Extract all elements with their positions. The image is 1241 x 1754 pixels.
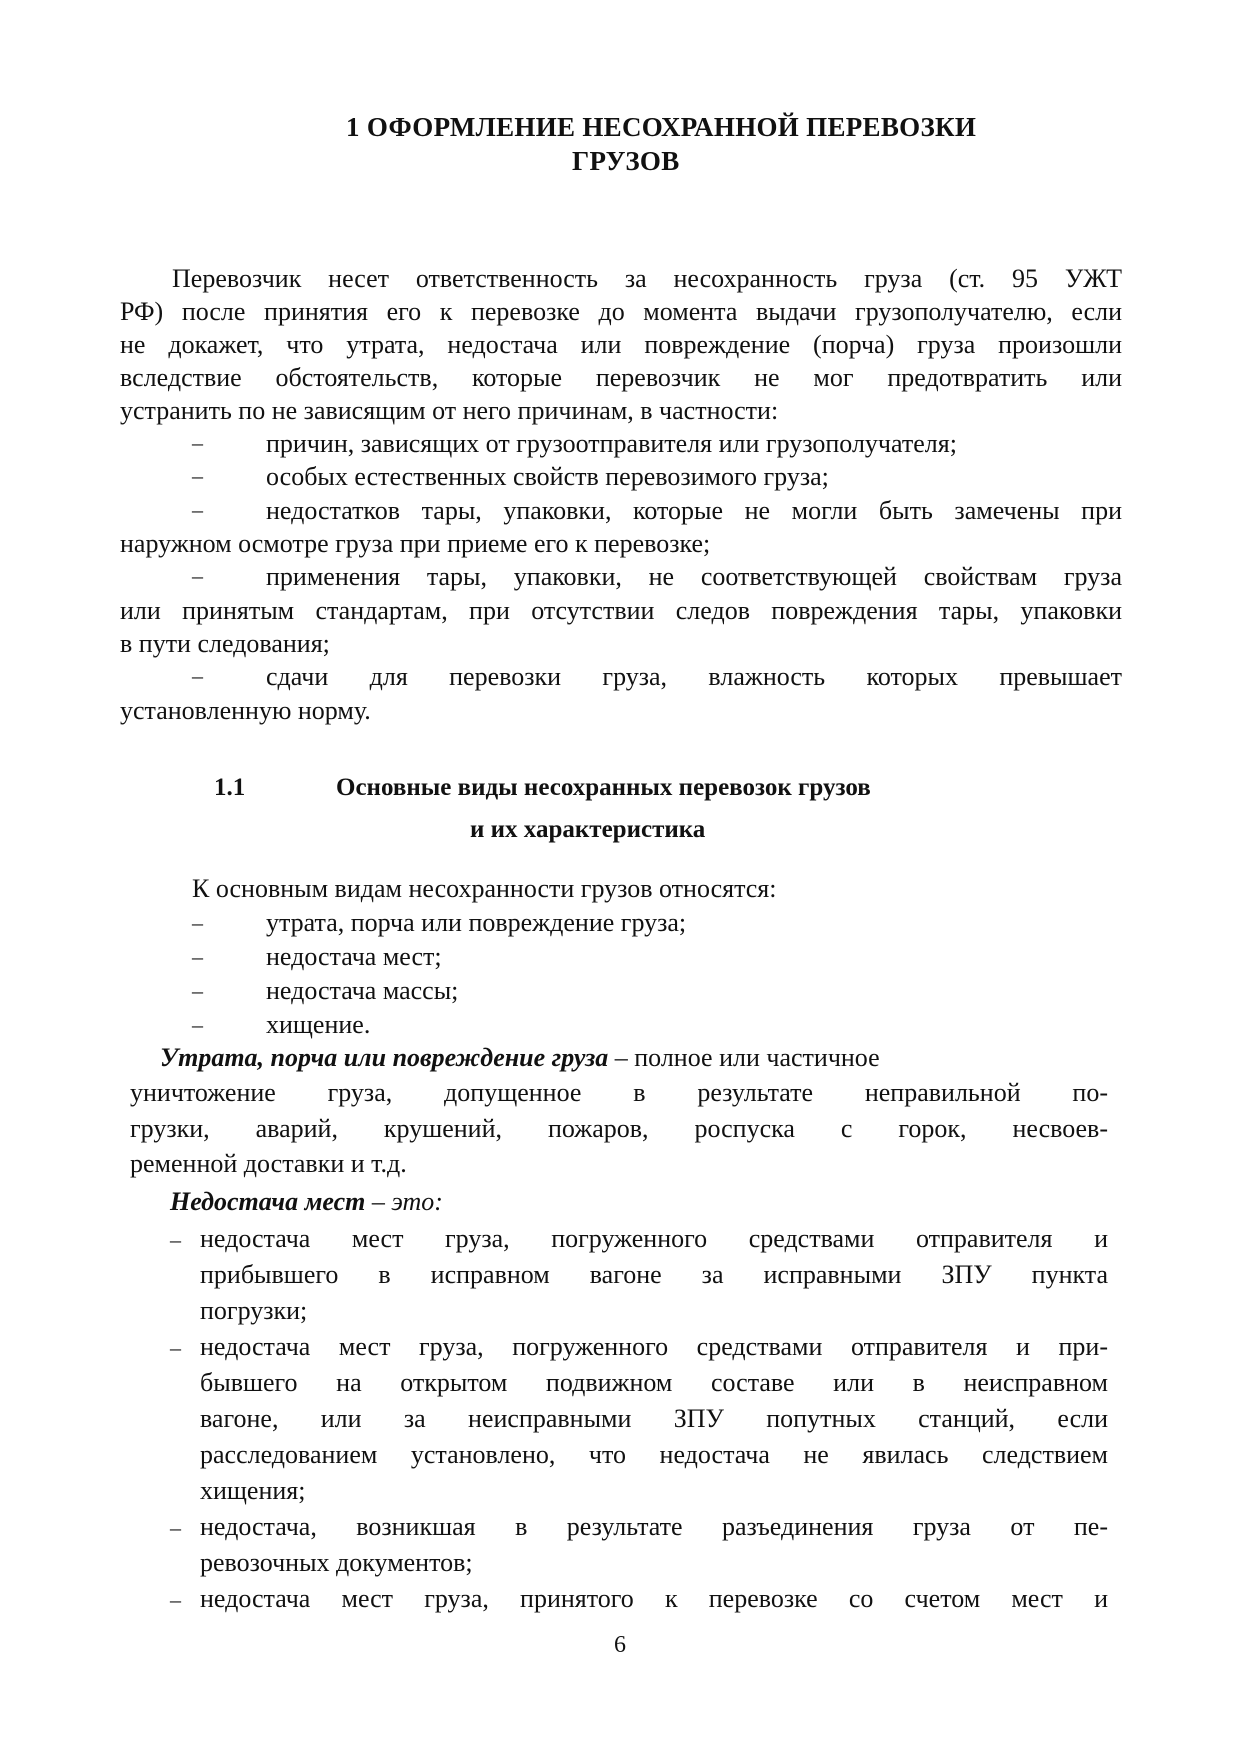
list-item-continuation: бывшего на открытом подвижном составе или в неисправном (200, 1368, 1108, 1397)
definition-suffix: – это: (365, 1187, 443, 1216)
list-item-continuation: наружном осмотре груза при приеме его к перевозке; (120, 529, 711, 558)
definition-line: ременной доставки и т.д. (130, 1149, 407, 1178)
list-item-continuation: хищения; (200, 1476, 306, 1505)
list-dash: – (192, 944, 203, 969)
list-item: недостача мест; (266, 942, 442, 971)
list-item: недостача мест груза, погруженного средствами отправителя и (200, 1224, 1108, 1253)
list-item-continuation: в пути следования; (120, 629, 330, 658)
list-dash: – (192, 430, 203, 455)
list-dash: – (170, 1335, 181, 1360)
section-title-line-2: и их характеристика (470, 816, 706, 843)
list-item: недостача мест груза, погруженного средствами отправителя и при- (200, 1332, 1108, 1361)
definition-shortage-heading (170, 1185, 443, 1219)
list-dash: – (192, 1012, 203, 1037)
list-dash: – (170, 1227, 181, 1252)
list-item: недостача мест груза, принятого к перевозке со счетом мест и (200, 1584, 1108, 1613)
list-item: утрата, порча или повреждение груза; (266, 908, 687, 937)
definition-text: – полное или частичное (608, 1043, 880, 1072)
list-dash: – (192, 910, 203, 935)
list-dash: – (192, 463, 203, 488)
types-lead: К основным видам несохранности грузов относятся: (192, 874, 777, 903)
list-item: применения тары, упаковки, не соответствующей свойствам груза (266, 562, 1122, 591)
list-item-continuation: вагоне, или за неисправными ЗПУ попутных станций, если (200, 1404, 1108, 1433)
list-item: сдачи для перевозки груза, влажность которых превышает (266, 662, 1122, 691)
list-dash: – (192, 978, 203, 1003)
intro-line: Перевозчик несет ответственность за несохранность груза (ст. 95 УЖТ (172, 264, 1122, 293)
section-title-line-1: Основные виды несохранных перевозок грузов (336, 774, 871, 801)
intro-line: вследствие обстоятельств, которые перевозчик не мог предотвратить или (120, 363, 1122, 392)
list-item-continuation: расследованием установлено, что недостача не явилась следствием (200, 1440, 1108, 1469)
definition-term: Недостача мест (170, 1187, 366, 1216)
intro-line: устранить по не зависящим от него причинам, в частности: (120, 396, 779, 425)
list-item-continuation: прибывшего в исправном вагоне за исправными ЗПУ пункта (200, 1260, 1108, 1289)
list-item: недостатков тары, упаковки, которые не могли быть замечены при (266, 496, 1122, 525)
list-dash: – (192, 497, 203, 522)
chapter-title-line-2: ГРУЗОВ (572, 146, 680, 176)
list-item: хищение. (266, 1010, 371, 1039)
definition-line: грузки, аварий, крушений, пожаров, роспуска с горок, несвоев- (130, 1114, 1108, 1143)
list-dash: – (192, 663, 203, 688)
section-number: 1.1 (214, 774, 246, 801)
list-item-continuation: погрузки; (200, 1296, 308, 1325)
list-item: недостача массы; (266, 976, 459, 1005)
list-item: особых естественных свойств перевозимого груза; (266, 462, 829, 491)
list-item-continuation: установленную норму. (120, 696, 371, 725)
list-item: недостача, возникшая в результате разъединения груза от пе- (200, 1512, 1108, 1541)
list-item-continuation: или принятым стандартам, при отсутствии следов повреждения тары, упаковки (120, 596, 1122, 625)
definition-term: Утрата, порча или повреждение груза (160, 1043, 609, 1072)
list-dash: – (192, 563, 203, 588)
definition-line: уничтожение груза, допущенное в результате неправильной по- (130, 1078, 1108, 1107)
list-dash: – (170, 1587, 181, 1612)
definition-loss-first-line (160, 1041, 880, 1075)
list-item: причин, зависящих от грузоотправителя или грузополучателя; (266, 429, 957, 458)
chapter-title-line-1: 1 ОФОРМЛЕНИЕ НЕСОХРАННОЙ ПЕРЕВОЗКИ (346, 112, 977, 142)
intro-line: РФ) после принятия его к перевозке до момента выдачи грузополучателю, если (120, 297, 1122, 326)
list-item-continuation: ревозочных документов; (200, 1548, 473, 1577)
page-number: 6 (614, 1632, 626, 1658)
list-dash: – (170, 1515, 181, 1540)
intro-line: не докажет, что утрата, недостача или повреждение (порча) груза произошли (120, 330, 1122, 359)
